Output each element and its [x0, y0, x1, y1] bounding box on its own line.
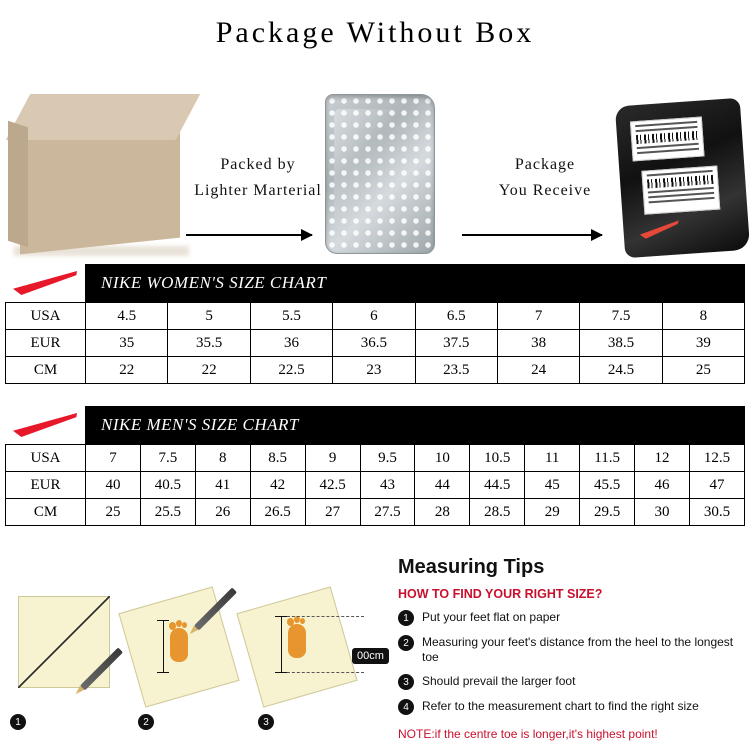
- package-receive-line1: Package: [514, 156, 576, 173]
- size-cell: 35: [86, 330, 168, 357]
- size-cell: 40: [86, 472, 141, 499]
- arrow-1-icon: [186, 234, 312, 236]
- size-cell: 44.5: [470, 472, 525, 499]
- cm-measurement-badge: 00cm: [352, 648, 389, 664]
- size-cell: 46: [635, 472, 690, 499]
- shipping-label-2: [641, 166, 720, 215]
- size-cell: 4.5: [86, 303, 168, 330]
- row-label: CM: [6, 499, 86, 526]
- size-cell: 23.5: [415, 357, 497, 384]
- size-cell: 6.5: [415, 303, 497, 330]
- size-cell: 5: [168, 303, 250, 330]
- size-cell: 42.5: [305, 472, 360, 499]
- size-cell: 30.5: [689, 499, 744, 526]
- size-cell: 7: [497, 303, 579, 330]
- foot-outline-icon-2: [168, 620, 190, 664]
- tip-text: Measuring your feet's distance from the heel to the longest toe: [422, 635, 734, 664]
- size-cell: 25: [662, 357, 744, 384]
- measuring-tips-text: [398, 556, 744, 741]
- size-cell: 6: [333, 303, 415, 330]
- packed-by-label: [178, 152, 338, 204]
- measuring-tips-note: NOTE:if the centre toe is longer,it's highest point!: [398, 727, 658, 741]
- row-label: EUR: [6, 330, 86, 357]
- tip-text: Refer to the measurement chart to find the right size: [422, 699, 699, 713]
- table-row: [6, 357, 745, 384]
- measure-cap-bottom-3: [275, 672, 287, 673]
- diagram-step-2-badge: 2: [138, 714, 154, 730]
- list-item: [398, 674, 744, 690]
- nike-swoosh-icon: [639, 220, 680, 239]
- womens-chart-title: NIKE WOMEN'S SIZE CHART: [101, 273, 327, 292]
- size-cell: 27.5: [360, 499, 415, 526]
- mens-size-table: [5, 444, 745, 526]
- measuring-tips-title: Measuring Tips: [398, 556, 545, 578]
- shipping-label-1: [630, 117, 705, 162]
- size-cell: 38.5: [580, 330, 662, 357]
- size-cell: 45: [525, 472, 580, 499]
- size-cell: 28: [415, 499, 470, 526]
- size-cell: 23: [333, 357, 415, 384]
- size-cell: 25: [86, 499, 141, 526]
- size-cell: 41: [195, 472, 250, 499]
- measure-cap-top-3: [275, 616, 287, 617]
- size-cell: 12: [635, 445, 690, 472]
- tip-text: Put your feet flat on paper: [422, 610, 561, 624]
- mens-chart-title: NIKE MEN'S SIZE CHART: [101, 415, 299, 434]
- womens-size-table: [5, 302, 745, 384]
- size-cell: 38: [497, 330, 579, 357]
- diagram-step-3-badge: 3: [258, 714, 274, 730]
- foot-outline-icon-3: [286, 616, 308, 660]
- arrow-2-icon: [462, 234, 602, 236]
- size-cell: 29: [525, 499, 580, 526]
- packed-by-line1: Packed by: [220, 156, 296, 173]
- table-row: [6, 472, 745, 499]
- size-cell: 26.5: [250, 499, 305, 526]
- size-cell: 12.5: [689, 445, 744, 472]
- size-cell: 24: [497, 357, 579, 384]
- size-cell: 47: [689, 472, 744, 499]
- size-cell: 5.5: [250, 303, 332, 330]
- mens-chart-header: [5, 406, 745, 444]
- size-cell: 30: [635, 499, 690, 526]
- tip-number-badge: 1: [398, 610, 414, 626]
- mens-size-chart: [5, 406, 745, 526]
- size-cell: 7.5: [140, 445, 195, 472]
- list-item: [398, 610, 744, 626]
- size-cell: 11.5: [580, 445, 635, 472]
- packed-by-line2: Lighter Marterial: [194, 182, 322, 199]
- list-item: [398, 699, 744, 715]
- page-title: Package Without Box: [215, 16, 535, 49]
- size-cell: 27: [305, 499, 360, 526]
- measuring-diagram: [0, 576, 384, 736]
- size-cell: 40.5: [140, 472, 195, 499]
- size-cell: 8.5: [250, 445, 305, 472]
- womens-chart-header: [5, 264, 745, 302]
- size-cell: 9: [305, 445, 360, 472]
- size-cell: 10: [415, 445, 470, 472]
- measure-cap-bottom-2: [157, 672, 169, 673]
- table-row: [6, 303, 745, 330]
- row-label: CM: [6, 357, 86, 384]
- dashed-guide-bottom: [282, 672, 364, 673]
- package-receive-label: [460, 152, 630, 204]
- size-cell: 43: [360, 472, 415, 499]
- tip-number-badge: 4: [398, 699, 414, 715]
- measuring-tips-list: [398, 610, 744, 715]
- size-cell: 22: [168, 357, 250, 384]
- size-cell: 36.5: [333, 330, 415, 357]
- row-label: USA: [6, 445, 86, 472]
- tip-number-badge: 3: [398, 674, 414, 690]
- size-cell: 25.5: [140, 499, 195, 526]
- size-cell: 35.5: [168, 330, 250, 357]
- size-cell: 8: [195, 445, 250, 472]
- measure-line-2: [163, 620, 164, 672]
- list-item: [398, 635, 744, 665]
- size-cell: 26: [195, 499, 250, 526]
- size-cell: 11: [525, 445, 580, 472]
- size-cell: 36: [250, 330, 332, 357]
- size-cell: 37.5: [415, 330, 497, 357]
- nike-swoosh-icon: [5, 264, 85, 302]
- womens-size-chart: [5, 264, 745, 384]
- size-cell: 29.5: [580, 499, 635, 526]
- size-cell: 22.5: [250, 357, 332, 384]
- package-receive-line2: You Receive: [498, 182, 592, 199]
- row-label: USA: [6, 303, 86, 330]
- size-cell: 44: [415, 472, 470, 499]
- table-row: [6, 330, 745, 357]
- table-row: [6, 499, 745, 526]
- package-flow-diagram: [0, 54, 750, 254]
- size-cell: 39: [662, 330, 744, 357]
- size-cell: 45.5: [580, 472, 635, 499]
- measuring-tips-subtitle: HOW TO FIND YOUR RIGHT SIZE?: [398, 587, 603, 601]
- table-row: [6, 445, 745, 472]
- size-cell: 24.5: [580, 357, 662, 384]
- row-label: EUR: [6, 472, 86, 499]
- size-cell: 22: [86, 357, 168, 384]
- measuring-tips-section: [0, 548, 750, 753]
- size-cell: 7: [86, 445, 141, 472]
- size-cell: 42: [250, 472, 305, 499]
- size-cell: 9.5: [360, 445, 415, 472]
- tip-number-badge: 2: [398, 635, 414, 651]
- black-poly-bag-icon: [615, 98, 750, 258]
- nike-swoosh-icon: [5, 406, 85, 444]
- cardboard-box-icon: [8, 88, 198, 258]
- size-cell: 28.5: [470, 499, 525, 526]
- size-cell: 8: [662, 303, 744, 330]
- diagram-step-1-badge: 1: [10, 714, 26, 730]
- size-cell: 7.5: [580, 303, 662, 330]
- dashed-guide-top: [282, 616, 364, 617]
- tip-text: Should prevail the larger foot: [422, 674, 576, 688]
- size-cell: 10.5: [470, 445, 525, 472]
- bubble-wrap-icon: [325, 94, 435, 254]
- measure-line-3: [281, 616, 282, 672]
- measure-cap-top-2: [157, 620, 169, 621]
